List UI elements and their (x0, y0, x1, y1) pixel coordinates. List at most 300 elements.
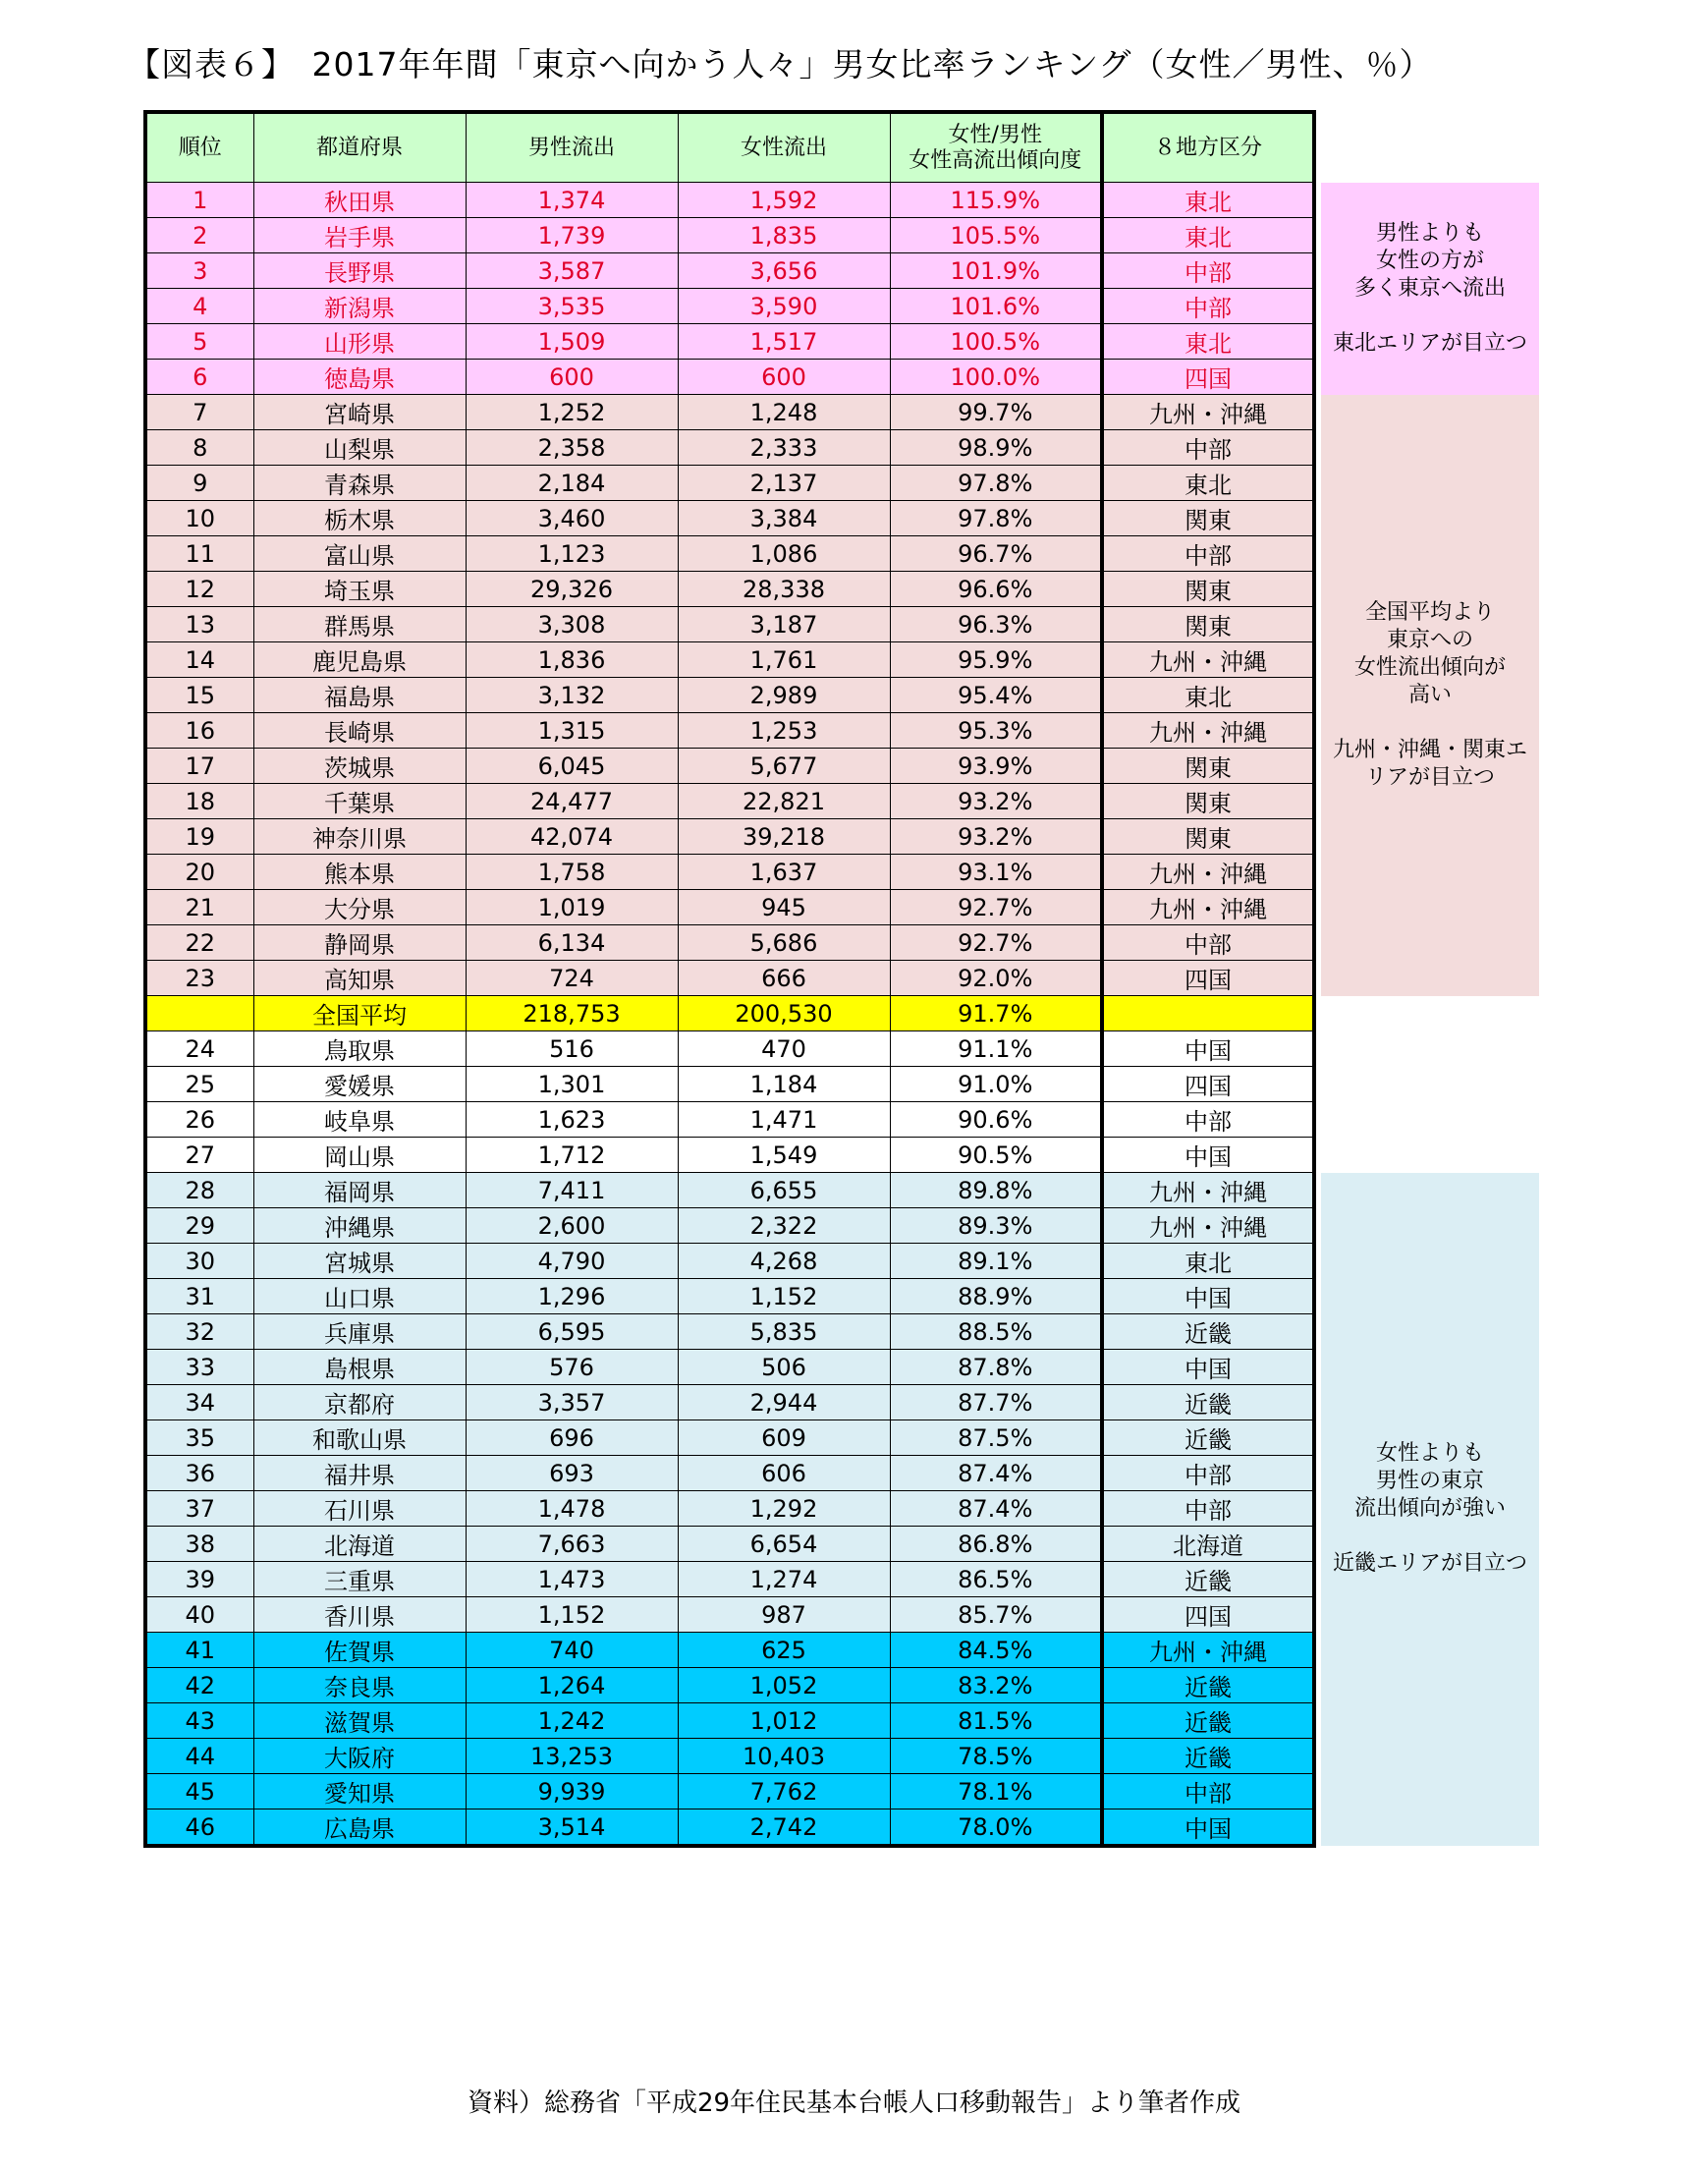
rank-cell: 39 (145, 1562, 253, 1597)
prefecture-cell: 神奈川県 (253, 819, 466, 855)
chart-title: 【図表６】 2017年年間「東京へ向かう人々」男女比率ランキング（女性／男性、％） (128, 45, 1433, 84)
table-row (145, 1562, 1314, 1597)
male-outflow-cell: 1,019 (466, 890, 678, 925)
rank-cell: 21 (145, 890, 253, 925)
female-outflow-cell: 2,137 (678, 466, 890, 501)
table-row (145, 183, 1314, 218)
region-cell: 近畿 (1102, 1668, 1314, 1703)
female-outflow-cell: 1,274 (678, 1562, 890, 1597)
rank-cell: 34 (145, 1385, 253, 1420)
ratio-cell: 96.3% (890, 607, 1102, 642)
region-cell: 近畿 (1102, 1739, 1314, 1774)
male-outflow-cell: 6,134 (466, 925, 678, 961)
region-cell: 関東 (1102, 572, 1314, 607)
table-row (145, 1668, 1314, 1703)
ratio-cell: 78.1% (890, 1774, 1102, 1809)
region-cell: 中部 (1102, 536, 1314, 572)
male-outflow-cell: 1,758 (466, 855, 678, 890)
prefecture-cell: 山梨県 (253, 430, 466, 466)
region-cell: 東北 (1102, 218, 1314, 253)
prefecture-cell: 長崎県 (253, 713, 466, 749)
table-row (145, 890, 1314, 925)
region-cell: 関東 (1102, 607, 1314, 642)
table-row (145, 784, 1314, 819)
table-row (145, 360, 1314, 395)
table-row (145, 819, 1314, 855)
ratio-cell: 90.6% (890, 1102, 1102, 1138)
male-outflow-cell: 740 (466, 1633, 678, 1668)
male-outflow-cell: 42,074 (466, 819, 678, 855)
prefecture-cell: 群馬県 (253, 607, 466, 642)
male-outflow-cell: 2,184 (466, 466, 678, 501)
region-cell: 中国 (1102, 1031, 1314, 1067)
ratio-cell: 85.7% (890, 1597, 1102, 1633)
ratio-cell: 81.5% (890, 1703, 1102, 1739)
ratio-cell: 101.6% (890, 289, 1102, 324)
region-cell: 九州・沖縄 (1102, 890, 1314, 925)
ratio-cell: 99.7% (890, 395, 1102, 430)
female-outflow-cell: 5,677 (678, 749, 890, 784)
ratio-cell: 89.3% (890, 1208, 1102, 1244)
male-outflow-cell: 693 (466, 1456, 678, 1491)
ratio-cell: 91.1% (890, 1031, 1102, 1067)
ratio-cell: 93.2% (890, 784, 1102, 819)
rank-cell: 40 (145, 1597, 253, 1633)
region-cell: 中部 (1102, 1102, 1314, 1138)
rank-cell: 30 (145, 1244, 253, 1279)
rank-cell: 8 (145, 430, 253, 466)
region-cell: 九州・沖縄 (1102, 1173, 1314, 1208)
table-row (145, 1597, 1314, 1633)
rank-cell: 18 (145, 784, 253, 819)
ratio-cell: 87.7% (890, 1385, 1102, 1420)
ratio-cell: 87.4% (890, 1491, 1102, 1527)
female-outflow-cell: 28,338 (678, 572, 890, 607)
table-row (145, 607, 1314, 642)
male-outflow-cell: 7,411 (466, 1173, 678, 1208)
male-outflow-cell: 1,296 (466, 1279, 678, 1314)
female-outflow-cell: 1,835 (678, 218, 890, 253)
region-cell: 東北 (1102, 1244, 1314, 1279)
rank-cell: 35 (145, 1420, 253, 1456)
rank-cell: 43 (145, 1703, 253, 1739)
ratio-cell: 87.4% (890, 1456, 1102, 1491)
prefecture-cell: 全国平均 (253, 996, 466, 1031)
rank-cell: 19 (145, 819, 253, 855)
ratio-cell: 93.9% (890, 749, 1102, 784)
prefecture-cell: 富山県 (253, 536, 466, 572)
male-outflow-cell: 3,535 (466, 289, 678, 324)
female-outflow-cell: 625 (678, 1633, 890, 1668)
region-cell: 東北 (1102, 324, 1314, 360)
region-header: ８地方区分 (1102, 112, 1314, 183)
male-outflow-cell: 724 (466, 961, 678, 996)
region-cell (1102, 996, 1314, 1031)
female-outflow-cell: 609 (678, 1420, 890, 1456)
table-row (145, 1385, 1314, 1420)
ratio-header: 女性/男性 女性高流出傾向度 (890, 112, 1102, 183)
region-cell: 近畿 (1102, 1562, 1314, 1597)
table-row (145, 1491, 1314, 1527)
prefecture-cell: 沖縄県 (253, 1208, 466, 1244)
female-outflow-cell: 22,821 (678, 784, 890, 819)
prefecture-cell: 香川県 (253, 1597, 466, 1633)
rank-cell: 5 (145, 324, 253, 360)
rank-cell: 41 (145, 1633, 253, 1668)
table-row (145, 1809, 1314, 1847)
prefecture-cell: 広島県 (253, 1809, 466, 1847)
ratio-cell: 100.5% (890, 324, 1102, 360)
rank-cell: 37 (145, 1491, 253, 1527)
region-cell: 中部 (1102, 430, 1314, 466)
male-outflow-cell: 1,315 (466, 713, 678, 749)
male-outflow-cell: 3,132 (466, 678, 678, 713)
rank-cell: 25 (145, 1067, 253, 1102)
rank-cell: 46 (145, 1809, 253, 1847)
national-average-row (145, 996, 1314, 1031)
ratio-cell: 96.7% (890, 536, 1102, 572)
rank-cell: 44 (145, 1739, 253, 1774)
male-outflow-cell: 516 (466, 1031, 678, 1067)
male-outflow-cell: 7,663 (466, 1527, 678, 1562)
annotation-box (1321, 395, 1539, 996)
rank-cell: 42 (145, 1668, 253, 1703)
female-outflow-cell: 39,218 (678, 819, 890, 855)
female-outflow-cell: 2,944 (678, 1385, 890, 1420)
prefecture-cell: 福井県 (253, 1456, 466, 1491)
male-outflow-cell: 29,326 (466, 572, 678, 607)
table-row (145, 1102, 1314, 1138)
ratio-cell: 101.9% (890, 253, 1102, 289)
prefecture-cell: 茨城県 (253, 749, 466, 784)
prefecture-cell: 滋賀県 (253, 1703, 466, 1739)
female-outflow-header: 女性流出 (678, 112, 890, 183)
table-body (145, 183, 1314, 1847)
male-outflow-cell: 13,253 (466, 1739, 678, 1774)
region-cell: 中部 (1102, 1456, 1314, 1491)
male-outflow-cell: 576 (466, 1350, 678, 1385)
ranking-table (143, 110, 1316, 1848)
female-outflow-cell: 1,761 (678, 642, 890, 678)
female-outflow-cell: 3,656 (678, 253, 890, 289)
prefecture-cell: 徳島県 (253, 360, 466, 395)
ratio-cell: 87.8% (890, 1350, 1102, 1385)
region-cell: 四国 (1102, 1067, 1314, 1102)
female-outflow-cell: 1,637 (678, 855, 890, 890)
table-row (145, 1633, 1314, 1668)
prefecture-cell: 奈良県 (253, 1668, 466, 1703)
annotation-text: 男性よりも 女性の方が 多く東京へ流出 東北エリアが目立つ (1332, 220, 1527, 356)
male-outflow-header: 男性流出 (466, 112, 678, 183)
rank-cell: 38 (145, 1527, 253, 1562)
ratio-cell: 92.0% (890, 961, 1102, 996)
region-cell: 九州・沖縄 (1102, 1633, 1314, 1668)
table-row (145, 1739, 1314, 1774)
rank-cell: 24 (145, 1031, 253, 1067)
rank-header: 順位 (145, 112, 253, 183)
table-row (145, 961, 1314, 996)
annotation-text: 女性よりも 男性の東京 流出傾向が強い 近畿エリアが目立つ (1332, 1441, 1527, 1577)
ratio-cell: 89.8% (890, 1173, 1102, 1208)
source-footnote: 資料）総務省「平成29年住民基本台帳人口移動報告」より筆者作成 (467, 2088, 1241, 2118)
rank-cell: 3 (145, 253, 253, 289)
ratio-cell: 90.5% (890, 1138, 1102, 1173)
ratio-cell: 95.9% (890, 642, 1102, 678)
male-outflow-cell: 3,460 (466, 501, 678, 536)
prefecture-cell: 鳥取県 (253, 1031, 466, 1067)
rank-cell: 32 (145, 1314, 253, 1350)
ratio-cell: 92.7% (890, 925, 1102, 961)
prefecture-cell: 高知県 (253, 961, 466, 996)
rank-cell: 17 (145, 749, 253, 784)
rank-cell: 9 (145, 466, 253, 501)
table-row (145, 1067, 1314, 1102)
ratio-cell: 97.8% (890, 466, 1102, 501)
female-outflow-cell: 1,012 (678, 1703, 890, 1739)
region-cell: 東北 (1102, 466, 1314, 501)
male-outflow-cell: 600 (466, 360, 678, 395)
ratio-cell: 92.7% (890, 890, 1102, 925)
female-outflow-cell: 1,152 (678, 1279, 890, 1314)
female-outflow-cell: 1,517 (678, 324, 890, 360)
prefecture-cell: 島根県 (253, 1350, 466, 1385)
prefecture-cell: 宮崎県 (253, 395, 466, 430)
prefecture-cell: 鹿児島県 (253, 642, 466, 678)
female-outflow-cell: 2,989 (678, 678, 890, 713)
female-outflow-cell: 987 (678, 1597, 890, 1633)
male-outflow-cell: 218,753 (466, 996, 678, 1031)
rank-cell: 36 (145, 1456, 253, 1491)
ratio-cell: 95.4% (890, 678, 1102, 713)
rank-cell: 26 (145, 1102, 253, 1138)
table-row (145, 1244, 1314, 1279)
table-row (145, 1774, 1314, 1809)
ratio-cell: 88.5% (890, 1314, 1102, 1350)
prefecture-cell: 和歌山県 (253, 1420, 466, 1456)
region-cell: 四国 (1102, 961, 1314, 996)
prefecture-cell: 宮城県 (253, 1244, 466, 1279)
male-outflow-cell: 1,623 (466, 1102, 678, 1138)
male-outflow-cell: 6,595 (466, 1314, 678, 1350)
female-outflow-cell: 2,322 (678, 1208, 890, 1244)
prefecture-cell: 石川県 (253, 1491, 466, 1527)
table-row (145, 1173, 1314, 1208)
prefecture-cell: 新潟県 (253, 289, 466, 324)
female-outflow-cell: 666 (678, 961, 890, 996)
rank-cell: 10 (145, 501, 253, 536)
ratio-cell: 97.8% (890, 501, 1102, 536)
table-row (145, 855, 1314, 890)
prefecture-cell: 愛知県 (253, 1774, 466, 1809)
region-cell: 九州・沖縄 (1102, 642, 1314, 678)
region-cell: 九州・沖縄 (1102, 395, 1314, 430)
table-row (145, 218, 1314, 253)
rank-cell: 23 (145, 961, 253, 996)
table-row (145, 749, 1314, 784)
ratio-cell: 91.0% (890, 1067, 1102, 1102)
table-row (145, 572, 1314, 607)
male-outflow-cell: 3,514 (466, 1809, 678, 1847)
prefecture-cell: 山口県 (253, 1279, 466, 1314)
rank-cell: 6 (145, 360, 253, 395)
ratio-cell: 78.0% (890, 1809, 1102, 1847)
prefecture-cell: 福岡県 (253, 1173, 466, 1208)
male-outflow-cell: 2,600 (466, 1208, 678, 1244)
table-row (145, 642, 1314, 678)
ratio-cell: 88.9% (890, 1279, 1102, 1314)
female-outflow-cell: 6,655 (678, 1173, 890, 1208)
female-outflow-cell: 5,835 (678, 1314, 890, 1350)
region-cell: 中国 (1102, 1350, 1314, 1385)
table-row (145, 395, 1314, 430)
prefecture-cell: 熊本県 (253, 855, 466, 890)
male-outflow-cell: 696 (466, 1420, 678, 1456)
prefecture-cell: 秋田県 (253, 183, 466, 218)
table-row (145, 1703, 1314, 1739)
rank-cell: 28 (145, 1173, 253, 1208)
region-cell: 四国 (1102, 360, 1314, 395)
male-outflow-cell: 1,509 (466, 324, 678, 360)
male-outflow-cell: 3,308 (466, 607, 678, 642)
table-row (145, 466, 1314, 501)
table-row (145, 1208, 1314, 1244)
female-outflow-cell: 945 (678, 890, 890, 925)
prefecture-cell: 兵庫県 (253, 1314, 466, 1350)
region-cell: 九州・沖縄 (1102, 713, 1314, 749)
rank-cell: 22 (145, 925, 253, 961)
male-outflow-cell: 2,358 (466, 430, 678, 466)
region-cell: 近畿 (1102, 1314, 1314, 1350)
prefecture-cell: 北海道 (253, 1527, 466, 1562)
rank-cell: 15 (145, 678, 253, 713)
male-outflow-cell: 6,045 (466, 749, 678, 784)
table-row (145, 1138, 1314, 1173)
female-outflow-cell: 1,592 (678, 183, 890, 218)
rank-cell: 4 (145, 289, 253, 324)
ratio-cell: 84.5% (890, 1633, 1102, 1668)
rank-cell (145, 996, 253, 1031)
region-cell: 九州・沖縄 (1102, 1208, 1314, 1244)
prefecture-cell: 佐賀県 (253, 1633, 466, 1668)
ratio-cell: 93.2% (890, 819, 1102, 855)
region-cell: 近畿 (1102, 1420, 1314, 1456)
ratio-cell: 78.5% (890, 1739, 1102, 1774)
male-outflow-cell: 1,739 (466, 218, 678, 253)
ratio-cell: 98.9% (890, 430, 1102, 466)
female-outflow-cell: 3,384 (678, 501, 890, 536)
female-outflow-cell: 4,268 (678, 1244, 890, 1279)
region-cell: 北海道 (1102, 1527, 1314, 1562)
region-cell: 関東 (1102, 501, 1314, 536)
rank-cell: 27 (145, 1138, 253, 1173)
prefecture-cell: 栃木県 (253, 501, 466, 536)
male-outflow-cell: 24,477 (466, 784, 678, 819)
male-outflow-cell: 1,478 (466, 1491, 678, 1527)
male-outflow-cell: 1,123 (466, 536, 678, 572)
female-outflow-cell: 2,333 (678, 430, 890, 466)
prefecture-cell: 三重県 (253, 1562, 466, 1597)
ratio-cell: 100.0% (890, 360, 1102, 395)
male-outflow-cell: 1,301 (466, 1067, 678, 1102)
prefecture-cell: 大分県 (253, 890, 466, 925)
female-outflow-cell: 6,654 (678, 1527, 890, 1562)
region-cell: 近畿 (1102, 1385, 1314, 1420)
female-outflow-cell: 606 (678, 1456, 890, 1491)
ratio-cell: 95.3% (890, 713, 1102, 749)
region-cell: 九州・沖縄 (1102, 855, 1314, 890)
region-cell: 関東 (1102, 819, 1314, 855)
table-row (145, 430, 1314, 466)
table-row (145, 501, 1314, 536)
male-outflow-cell: 4,790 (466, 1244, 678, 1279)
table-row (145, 1279, 1314, 1314)
rank-cell: 2 (145, 218, 253, 253)
female-outflow-cell: 3,590 (678, 289, 890, 324)
rank-cell: 14 (145, 642, 253, 678)
prefecture-cell: 山形県 (253, 324, 466, 360)
rank-cell: 11 (145, 536, 253, 572)
male-outflow-cell: 1,152 (466, 1597, 678, 1633)
rank-cell: 7 (145, 395, 253, 430)
prefecture-cell: 青森県 (253, 466, 466, 501)
female-outflow-cell: 1,052 (678, 1668, 890, 1703)
rank-cell: 33 (145, 1350, 253, 1385)
region-cell: 東北 (1102, 678, 1314, 713)
ratio-cell: 86.8% (890, 1527, 1102, 1562)
female-outflow-cell: 1,471 (678, 1102, 890, 1138)
female-outflow-cell: 7,762 (678, 1774, 890, 1809)
region-cell: 中国 (1102, 1809, 1314, 1847)
region-cell: 関東 (1102, 784, 1314, 819)
female-outflow-cell: 1,253 (678, 713, 890, 749)
region-cell: 中国 (1102, 1138, 1314, 1173)
rank-cell: 29 (145, 1208, 253, 1244)
prefecture-cell: 岩手県 (253, 218, 466, 253)
female-outflow-cell: 600 (678, 360, 890, 395)
female-outflow-cell: 1,086 (678, 536, 890, 572)
region-cell: 東北 (1102, 183, 1314, 218)
ratio-cell: 115.9% (890, 183, 1102, 218)
prefecture-cell: 千葉県 (253, 784, 466, 819)
region-cell: 中部 (1102, 925, 1314, 961)
region-cell: 中部 (1102, 1491, 1314, 1527)
table-row (145, 925, 1314, 961)
ratio-cell: 91.7% (890, 996, 1102, 1031)
prefecture-cell: 埼玉県 (253, 572, 466, 607)
region-cell: 関東 (1102, 749, 1314, 784)
table-row (145, 289, 1314, 324)
table-row (145, 1420, 1314, 1456)
table-row (145, 536, 1314, 572)
table-row (145, 713, 1314, 749)
rank-cell: 45 (145, 1774, 253, 1809)
female-outflow-cell: 200,530 (678, 996, 890, 1031)
annotation-box (1321, 183, 1539, 395)
rank-cell: 31 (145, 1279, 253, 1314)
female-outflow-cell: 5,686 (678, 925, 890, 961)
female-outflow-cell: 1,549 (678, 1138, 890, 1173)
prefecture-cell: 愛媛県 (253, 1067, 466, 1102)
male-outflow-cell: 1,836 (466, 642, 678, 678)
table-row (145, 678, 1314, 713)
male-outflow-cell: 1,712 (466, 1138, 678, 1173)
female-outflow-cell: 3,187 (678, 607, 890, 642)
ratio-cell: 83.2% (890, 1668, 1102, 1703)
table-row (145, 324, 1314, 360)
male-outflow-cell: 1,264 (466, 1668, 678, 1703)
ratio-cell: 105.5% (890, 218, 1102, 253)
ratio-cell: 87.5% (890, 1420, 1102, 1456)
